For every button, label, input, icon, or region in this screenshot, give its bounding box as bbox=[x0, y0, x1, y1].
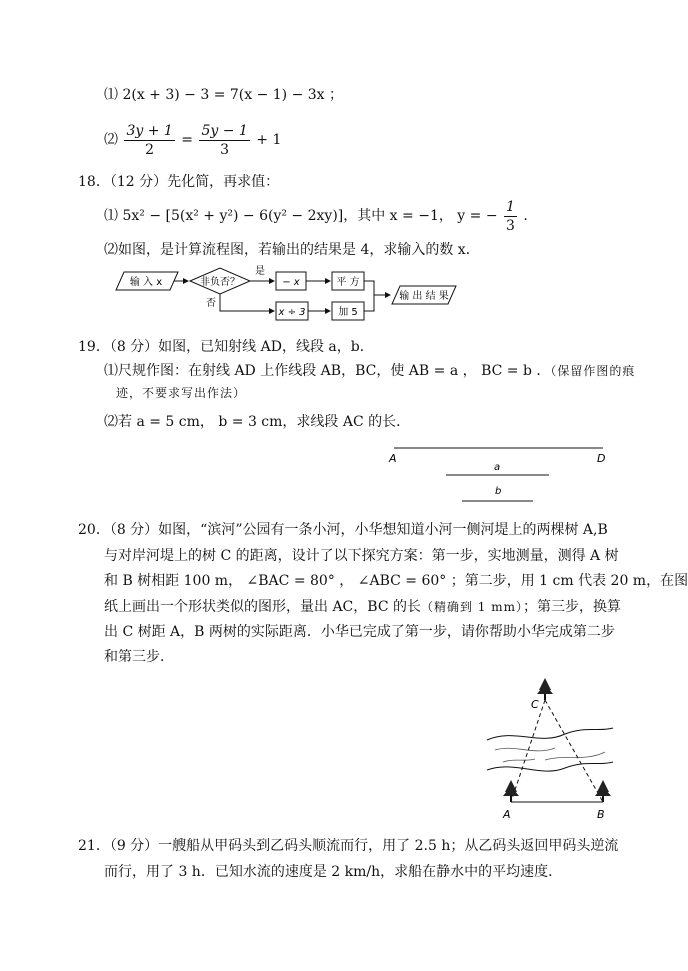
question-20-line-1: 20．（8 分）如图，“滨河”公园有一条小河，小华想知道小河一侧河堤上的两棵树 A,B bbox=[78, 522, 608, 538]
question-19-part-1-note: （保留作图的痕 bbox=[550, 364, 636, 378]
fraction-numerator: 5y − 1 bbox=[201, 122, 248, 139]
question-19-part-1-text: ⑴尺规作图：在射线 AD 上作线段 AB，BC，使 AB = a ， BC = b ． bbox=[104, 363, 551, 379]
flow-add-label: 加 5 bbox=[338, 307, 358, 318]
fraction-numerator: 1 bbox=[506, 198, 515, 215]
flow-yes-label: 是 bbox=[255, 266, 265, 277]
equation-2-lhs-fraction bbox=[124, 122, 174, 159]
river-bank-bottom bbox=[487, 762, 613, 771]
point-b-label: B bbox=[597, 808, 605, 821]
tree-b-icon bbox=[595, 780, 611, 802]
river-ripple-lines bbox=[495, 748, 605, 762]
question-18-part-1-expression: ⑴ 5x² − [5(x² + y²) − 6(y² − 2xy)]，其中 x = −1， y = − bbox=[104, 208, 498, 224]
flow-merge-line bbox=[364, 281, 374, 311]
question-20-line-2: 与对岸河堤上的树 C 的距离，设计了以下探究方案：第一步，实地测量，测得 A 树 bbox=[104, 548, 619, 564]
question-18-part-1 bbox=[104, 196, 528, 236]
question-20-precision-note: （精确到 1 mm） bbox=[420, 600, 524, 614]
point-a-label: A bbox=[503, 808, 511, 821]
question-21-line-2: 而行，用了 3 h．已知水流的速度是 2 km/h，求船在静水中的平均速度． bbox=[104, 864, 563, 880]
question-19-header: 19．（8 分）如图，已知射线 AD，线段 a，b． bbox=[78, 339, 374, 355]
line-cb bbox=[545, 700, 603, 802]
point-d-label: D bbox=[597, 452, 606, 465]
flow-chart bbox=[110, 262, 470, 330]
question-18-part-1-fraction bbox=[504, 198, 517, 235]
flow-output-label: 输 出 结 果 bbox=[399, 291, 449, 302]
river-trees-figure bbox=[485, 676, 615, 822]
segment-a-label: a bbox=[494, 462, 501, 473]
equation-1: ⑴ 2(x + 3) − 3 = 7(x − 1) − 3x ； bbox=[104, 87, 344, 103]
question-20-line-4 bbox=[104, 597, 621, 617]
equation-2 bbox=[104, 120, 281, 160]
tree-a-icon bbox=[503, 780, 519, 802]
equation-2-label: ⑵ bbox=[104, 132, 118, 148]
question-20-line-5: 出 C 树距 A，B 两树的实际距离．小华已完成了第一步，请你帮助小华完成第二步 bbox=[104, 624, 615, 640]
flow-decision-label: 非负否？ bbox=[200, 277, 240, 288]
question-20-line-6: 和第三步． bbox=[104, 649, 174, 665]
equation-2-tail: + 1 bbox=[256, 132, 282, 148]
fraction-numerator: 3y + 1 bbox=[126, 122, 173, 139]
question-20-line-4-tail: ；第三步，换算 bbox=[523, 599, 622, 615]
point-c-label: C bbox=[531, 698, 539, 711]
question-18-part-2: ⑵如图，是计算流程图，若输出的结果是 4，求输入的数 x． bbox=[104, 242, 480, 258]
question-21-line-1: 21．（9 分）一艘船从甲码头到乙码头顺流而行，用了 2.5 h；从乙码头返回甲码头逆流 bbox=[78, 838, 619, 854]
ray-and-segments-figure bbox=[385, 440, 615, 508]
fraction-denominator: 3 bbox=[220, 141, 230, 158]
question-18-part-1-end: . bbox=[523, 208, 528, 224]
question-18-header: 18．（12 分）先化简，再求值： bbox=[78, 174, 280, 190]
segment-b-label: b bbox=[495, 486, 502, 497]
question-19-part-2: ⑵若 a = 5 cm， b = 3 cm，求线段 AC 的长． bbox=[104, 414, 411, 430]
point-a-label: A bbox=[389, 452, 397, 465]
equals-sign: = bbox=[181, 132, 193, 148]
question-20-line-4-text: 纸上画出一个形状类似的图形，量出 AC，BC 的长 bbox=[104, 599, 421, 615]
flow-divide-label: x ÷ 3 bbox=[278, 307, 306, 318]
tree-c-icon bbox=[537, 678, 553, 700]
fraction-denominator: 2 bbox=[145, 141, 155, 158]
fraction-denominator: 3 bbox=[506, 217, 515, 234]
question-19-part-1 bbox=[104, 361, 635, 381]
flow-square-label: 平 方 bbox=[336, 277, 360, 288]
flow-negate-label: − x bbox=[282, 277, 300, 288]
question-20-line-3: 和 B 树相距 100 m， ∠BAC = 80° ， ∠ABC = 60° ；第二步，用 1 cm 代表 20 m，在图 bbox=[104, 573, 688, 589]
flow-input-label: 输 入 x bbox=[129, 277, 163, 288]
flow-no-arrow bbox=[220, 294, 274, 311]
equation-2-rhs-fraction bbox=[199, 122, 249, 159]
question-19-part-1-note-2: 迹，不要求写出作法） bbox=[116, 386, 247, 400]
river-bank-top bbox=[487, 728, 613, 740]
flow-no-label: 否 bbox=[206, 298, 216, 309]
